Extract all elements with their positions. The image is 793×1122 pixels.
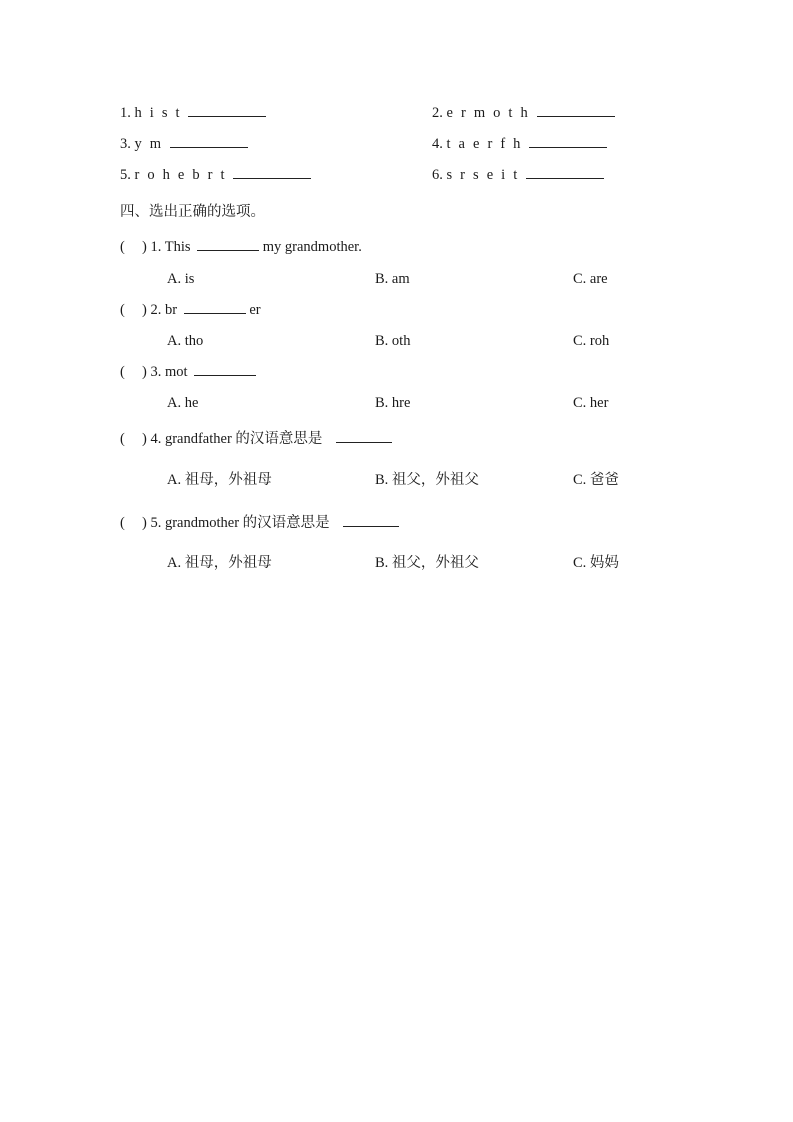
question-number: 3. bbox=[150, 364, 162, 380]
scrambled-letters: s r s e i t bbox=[446, 167, 520, 183]
answer-blank[interactable] bbox=[526, 177, 604, 179]
question-5 bbox=[120, 516, 399, 531]
question-text-after: er bbox=[249, 302, 261, 318]
paren-close: ) bbox=[142, 302, 147, 318]
question-text-before: br bbox=[164, 302, 178, 318]
answer-paren[interactable]: ( bbox=[120, 239, 125, 255]
item-number: 6. bbox=[432, 167, 443, 183]
q2-option-c[interactable]: C. roh bbox=[573, 333, 610, 349]
q5-option-a[interactable]: A. 祖母，外祖母 bbox=[167, 555, 272, 571]
q2-option-a[interactable]: A. tho bbox=[167, 333, 204, 349]
answer-blank[interactable] bbox=[197, 249, 259, 251]
q1-option-c[interactable]: C. are bbox=[573, 271, 608, 287]
answer-paren[interactable]: ( bbox=[120, 431, 125, 447]
answer-blank[interactable] bbox=[529, 146, 607, 148]
scrambled-letters: e r m o t h bbox=[446, 105, 530, 121]
answer-blank[interactable] bbox=[170, 146, 248, 148]
paren-close: ) bbox=[142, 364, 147, 380]
q3-option-c[interactable]: C. her bbox=[573, 395, 609, 411]
scrambled-letters: t a e r f h bbox=[446, 136, 523, 152]
answer-blank[interactable] bbox=[336, 441, 392, 443]
scrambled-letters: r o h e b r t bbox=[134, 167, 227, 183]
scrambled-word-1 bbox=[120, 106, 266, 121]
q4-option-b[interactable]: B. 祖父，外祖父 bbox=[375, 472, 479, 488]
answer-blank[interactable] bbox=[194, 374, 256, 376]
scrambled-word-6 bbox=[432, 168, 604, 183]
paren-close: ) bbox=[142, 431, 147, 447]
answer-paren[interactable]: ( bbox=[120, 302, 125, 318]
item-number: 4. bbox=[432, 136, 443, 152]
paren-close: ) bbox=[142, 515, 147, 531]
q4-option-c[interactable]: C. 爸爸 bbox=[573, 472, 619, 488]
answer-blank[interactable] bbox=[184, 312, 246, 314]
question-number: 5. bbox=[150, 515, 162, 531]
question-text-before: grandfather 的汉语意思是 bbox=[164, 431, 323, 447]
answer-blank[interactable] bbox=[188, 115, 266, 117]
question-text-after: my grandmother. bbox=[262, 239, 362, 255]
question-3 bbox=[120, 365, 256, 380]
answer-blank[interactable] bbox=[537, 115, 615, 117]
answer-blank[interactable] bbox=[343, 525, 399, 527]
paren-close: ) bbox=[142, 239, 147, 255]
q5-option-c[interactable]: C. 妈妈 bbox=[573, 555, 619, 571]
question-4 bbox=[120, 432, 392, 447]
q4-option-a[interactable]: A. 祖母，外祖母 bbox=[167, 472, 272, 488]
scrambled-word-4 bbox=[432, 137, 607, 152]
q1-option-a[interactable]: A. is bbox=[167, 271, 195, 287]
item-number: 1. bbox=[120, 105, 131, 121]
scrambled-word-3 bbox=[120, 137, 248, 152]
scrambled-letters: y m bbox=[134, 136, 164, 152]
answer-paren[interactable]: ( bbox=[120, 515, 125, 531]
item-number: 5. bbox=[120, 167, 131, 183]
question-number: 4. bbox=[150, 431, 162, 447]
question-number: 1. bbox=[150, 239, 162, 255]
q2-option-b[interactable]: B. oth bbox=[375, 333, 411, 349]
question-1 bbox=[120, 240, 362, 255]
question-text-before: grandmother 的汉语意思是 bbox=[164, 515, 330, 531]
q1-option-b[interactable]: B. am bbox=[375, 271, 410, 287]
answer-paren[interactable]: ( bbox=[120, 364, 125, 380]
q5-option-b[interactable]: B. 祖父，外祖父 bbox=[375, 555, 479, 571]
answer-blank[interactable] bbox=[233, 177, 311, 179]
item-number: 2. bbox=[432, 105, 443, 121]
scrambled-word-5 bbox=[120, 168, 311, 183]
question-2 bbox=[120, 303, 261, 318]
question-text-before: This bbox=[164, 239, 191, 255]
q3-option-a[interactable]: A. he bbox=[167, 395, 199, 411]
scrambled-word-2 bbox=[432, 106, 615, 121]
section-heading: 四、选出正确的选项。 bbox=[120, 204, 265, 220]
item-number: 3. bbox=[120, 136, 131, 152]
question-number: 2. bbox=[150, 302, 162, 318]
scrambled-letters: h i s t bbox=[134, 105, 182, 121]
q3-option-b[interactable]: B. hre bbox=[375, 395, 411, 411]
question-text-before: mot bbox=[164, 364, 188, 380]
